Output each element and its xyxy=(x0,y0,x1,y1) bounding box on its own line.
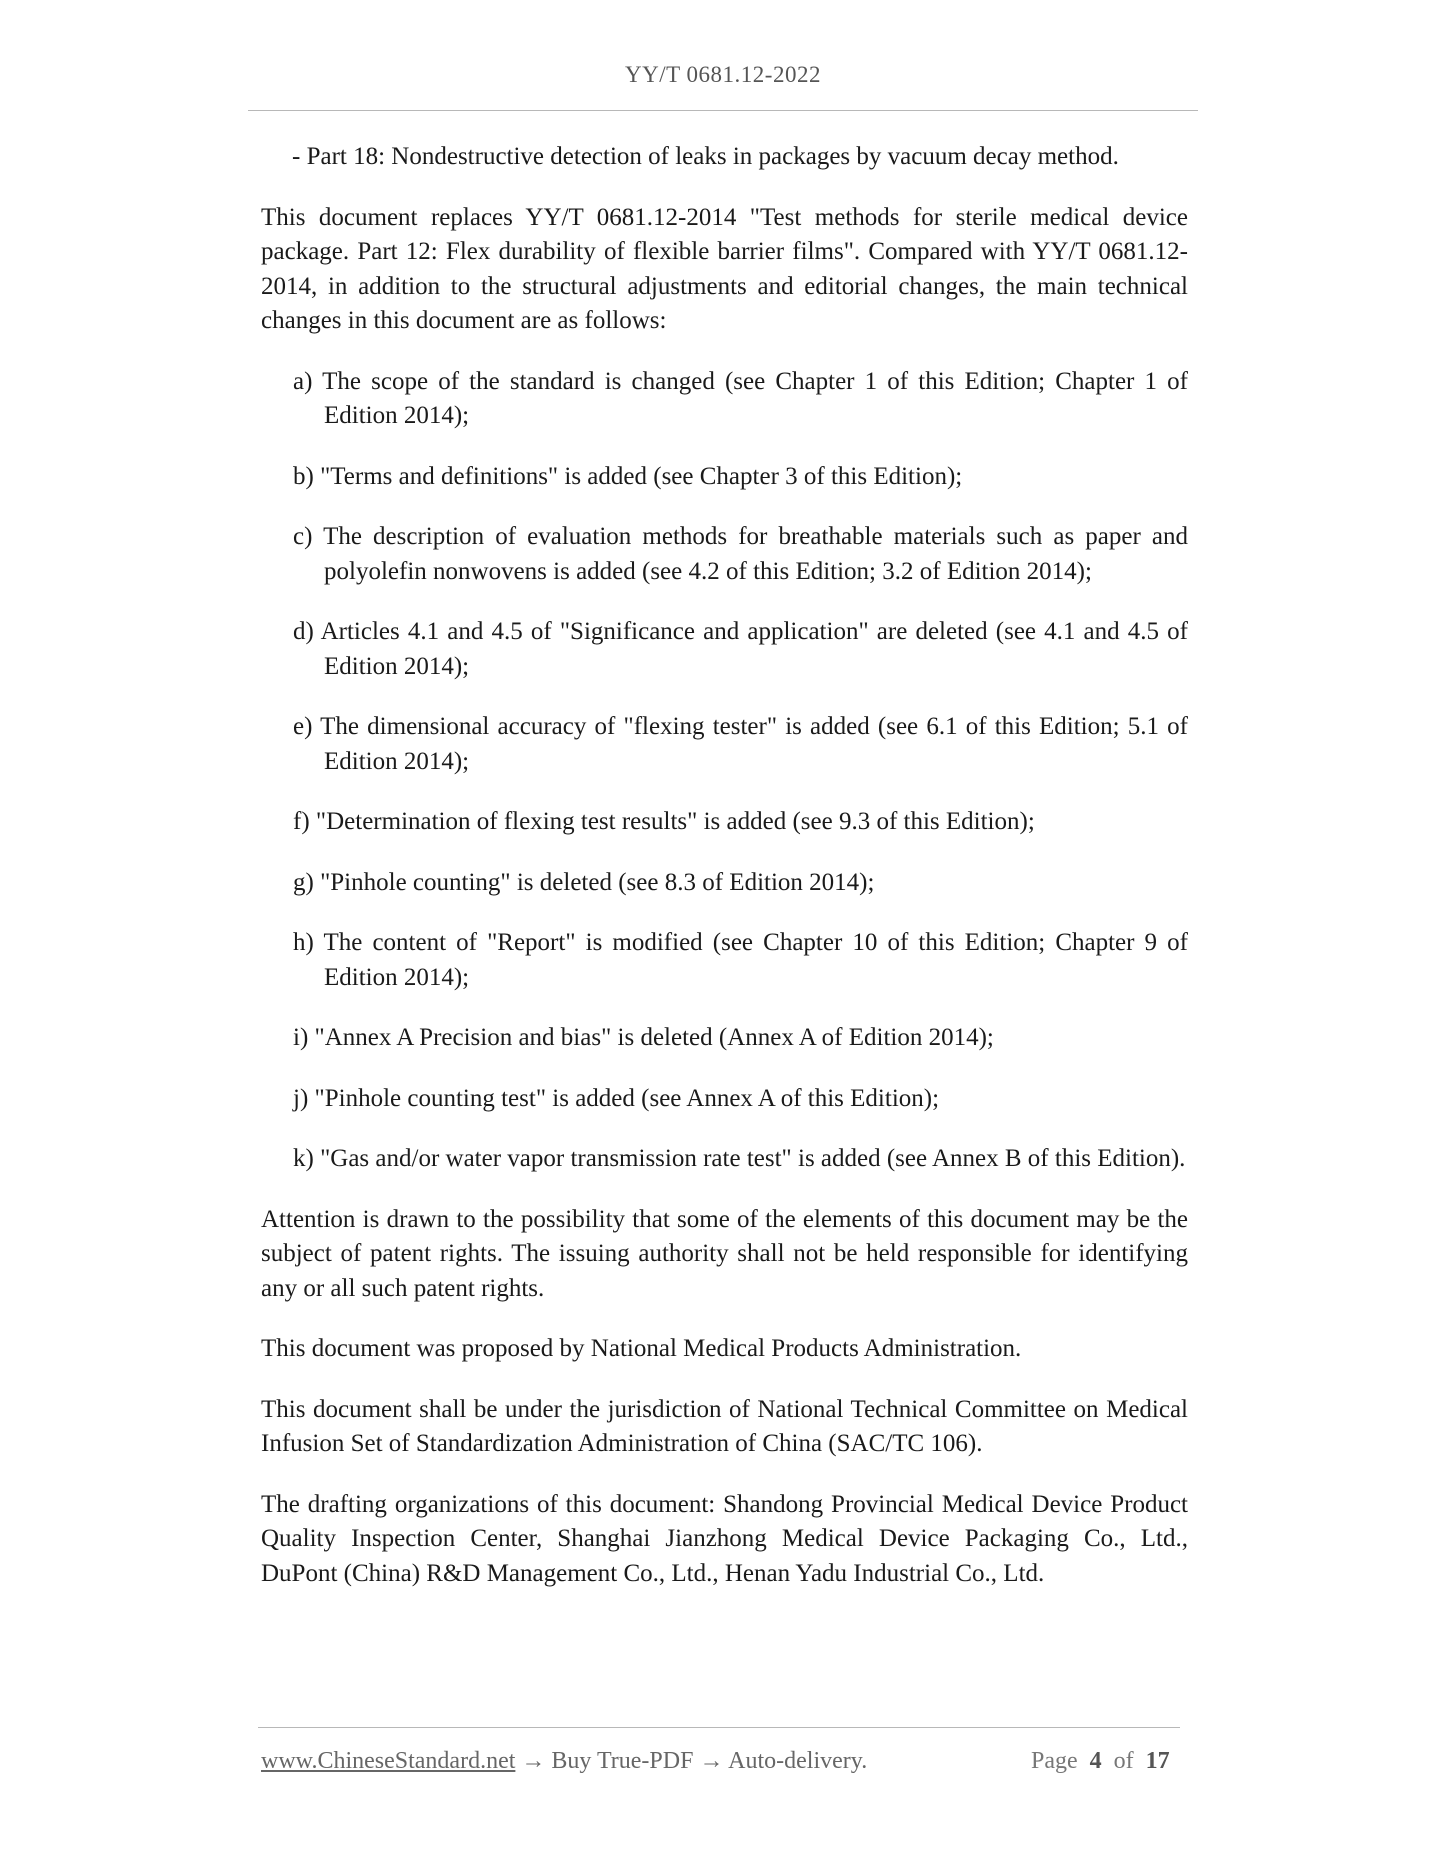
page-header-title: YY/T 0681.12-2022 xyxy=(625,62,821,87)
change-item-k: k) "Gas and/or water vapor transmission rate test" is added (see Annex B of this Edition). xyxy=(293,1145,1186,1172)
change-item-f: f) "Determination of flexing test results" is added (see 9.3 of this Edition); xyxy=(293,808,1035,835)
chinesestandard-link[interactable]: www.ChineseStandard.net xyxy=(261,1748,516,1774)
page-number xyxy=(1031,1748,1170,1775)
change-item-d: d) Articles 4.1 and 4.5 of "Significance and application" are deleted (see 4.1 and 4.5 of Edition 2014); xyxy=(293,618,1188,680)
page-label: Page xyxy=(1031,1748,1078,1774)
patent-attention-paragraph: Attention is drawn to the possibility that some of the elements of this document may be the subject of patent rights. The issuing authority shall not be held responsible for identifying any or all such patent rights. xyxy=(261,1205,1188,1302)
jurisdiction-paragraph: This document shall be under the jurisdiction of National Technical Committee on Medical Infusion Set of Standardization Administration of China (SAC/TC 106). xyxy=(261,1395,1188,1457)
change-item-g: g) "Pinhole counting" is deleted (see 8.3 of Edition 2014); xyxy=(293,868,875,896)
change-item-c: c) The description of evaluation methods for breathable materials such as paper and polyolefin nonwovens is added (see 4.2 of this Edition; 3.2 of Edition 2014); xyxy=(293,523,1188,585)
of-label: of xyxy=(1113,1748,1134,1774)
drafting-organizations-paragraph: The drafting organizations of this document: Shandong Provincial Medical Device Product Quality Inspection Center, Shanghai Jianzhong Medical Device Packaging Co., Ltd., DuPont (China) R&D Management Co., Ltd., Henan Yadu Industrial Co., Ltd. xyxy=(261,1490,1188,1587)
change-item-e: e) The dimensional accuracy of "flexing tester" is added (see 6.1 of this Edition; 5.1 of Edition 2014); xyxy=(293,713,1188,775)
header-divider xyxy=(248,110,1198,111)
change-item-a: a) The scope of the standard is changed (see Chapter 1 of this Edition; Chapter 1 of Edition 2014); xyxy=(293,367,1188,429)
total-pages: 17 xyxy=(1145,1748,1170,1774)
change-item-h: h) The content of "Report" is modified (see Chapter 10 of this Edition; Chapter 9 of Edition 2014); xyxy=(293,929,1188,991)
current-page: 4 xyxy=(1089,1748,1102,1774)
change-item-i: i) "Annex A Precision and bias" is deleted (Annex A of Edition 2014); xyxy=(293,1024,994,1051)
footer-divider xyxy=(258,1727,1180,1728)
change-item-j: j) "Pinhole counting test" is added (see Annex A of this Edition); xyxy=(293,1084,940,1112)
buy-true-pdf-text: Buy True-PDF xyxy=(551,1748,694,1774)
change-item-b: b) "Terms and definitions" is added (see Chapter 3 of this Edition); xyxy=(293,462,963,490)
arrow-right-icon: → xyxy=(521,1748,546,1774)
proposed-paragraph: This document was proposed by National Medical Products Administration. xyxy=(261,1335,1022,1362)
auto-delivery-text: Auto-delivery. xyxy=(728,1748,868,1774)
document-body xyxy=(261,140,1188,1617)
part-18-line: - Part 18: Nondestructive detection of leaks in packages by vacuum decay method. xyxy=(292,143,1119,170)
arrow-right-icon: → xyxy=(699,1748,724,1774)
footer-promo xyxy=(261,1748,867,1775)
replaces-paragraph: This document replaces YY/T 0681.12-2014 "Test methods for sterile medical device package. Part 12: Flex durability of flexible barrier films". Compared with YY/T 0681.12-2014, in addition to the structural adjustments and editorial changes, the main technical changes in this document are as follows: xyxy=(261,203,1188,334)
